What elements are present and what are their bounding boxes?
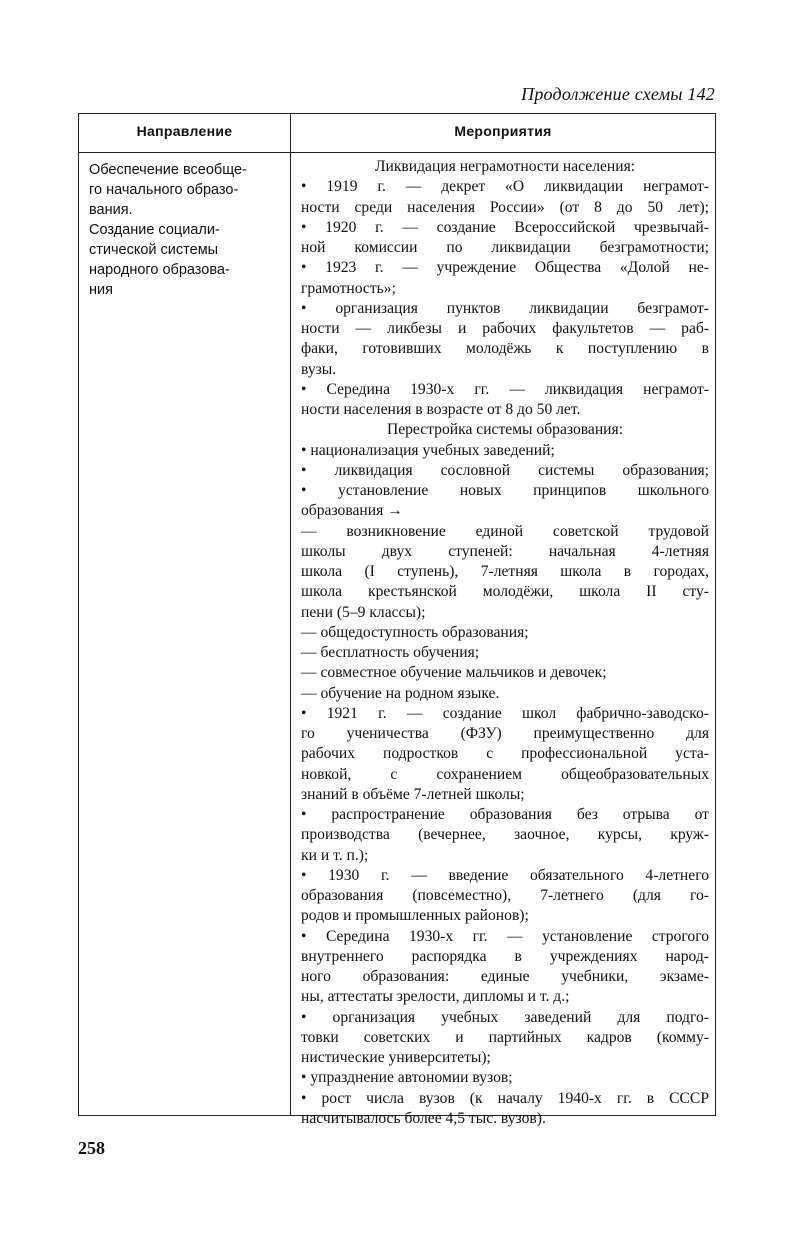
measures-line-38: • Середина 1930-х гг. — установление строгого (301, 927, 709, 945)
measures-line-24: — бесплатность обучения; (301, 644, 480, 661)
running-head: Продолжение схемы 142 (521, 84, 715, 104)
measures-line-29: рабочих подростков с профессиональной уста- (301, 745, 709, 763)
header-direction: Направление (136, 123, 233, 139)
measures-line-16: • установление новых принципов школьного (301, 482, 709, 499)
page-number: 258 (78, 1138, 105, 1158)
column-divider (290, 114, 291, 1115)
measures-line-12: ности населения в возрасте от 8 до 50 лет. (301, 401, 581, 418)
measures-line-39: внутреннего распорядка в учреждениях народ- (301, 947, 709, 965)
measures-line-21: школа крестьянской молодёжи, школа II сту- (301, 583, 709, 601)
measures-line-46: • рост числа вузов (к началу 1940-х гг. в СССР (301, 1089, 709, 1107)
header-divider (79, 152, 715, 153)
measures-line-15: • ликвидация сословной системы образования; (301, 461, 709, 479)
measures-line-41: ны, аттестаты зрелости, дипломы и т. д.; (301, 988, 570, 1006)
measures-line-6: грамотность»; (301, 279, 396, 297)
direction-cell (89, 160, 283, 300)
measures-line-9: факи, готовивших молодёжь к поступлению в (301, 340, 709, 358)
direction-line: Обеспечение всеобще- (89, 162, 247, 178)
measures-line-23: — общедоступность образования; (301, 623, 529, 641)
measures-line-3: • 1920 г. — создание Всероссийской чрезвычай- (301, 218, 709, 236)
measures-line-31: знаний в объёме 7-летней школы; (301, 785, 525, 803)
measures-line-20: школа (I ступень), 7-летняя школа в городах, (301, 563, 709, 580)
measures-line-14: • национализация учебных заведений; (301, 441, 555, 459)
measures-line-19: школы двух ступеней: начальная 4-летняя (301, 542, 709, 560)
measures-line-11: • Середина 1930-х гг. — ликвидация неграмот- (301, 380, 709, 398)
measures-line-26: — обучение на родном языке. (301, 684, 500, 702)
direction-line: ния (89, 282, 113, 298)
measures-cell (301, 157, 709, 1129)
direction-line: народного образова- (89, 262, 230, 278)
measures-line-18: — возникновение единой советской трудовой (301, 522, 709, 540)
direction-line: го начального образо- (89, 182, 239, 198)
measures-line-17: образования → (301, 502, 403, 520)
measures-line-47: насчитывалось более 4,5 тыс. вузов). (301, 1109, 546, 1127)
measures-line-44: нистические университеты); (301, 1049, 491, 1066)
measures-line-32: • распространение образования без отрыва от (301, 806, 709, 823)
measures-line-42: • организация учебных заведений для подго- (301, 1008, 709, 1026)
measures-line-10: вузы. (301, 360, 337, 378)
measures-line-25: — совместное обучение мальчиков и девочек; (301, 664, 607, 682)
measures-line-28: го ученичества (ФЗУ) преимущественно для (301, 725, 709, 742)
header-measures: Мероприятия (454, 123, 552, 139)
measures-line-8: ности — ликбезы и рабочих факультетов — раб- (301, 320, 709, 337)
measures-line-30: новкой, с сохранением общеобразовательных (301, 765, 709, 783)
measures-line-2: ности среди населения России» (от 8 до 50 лет); (301, 198, 709, 216)
measures-line-13: Перестройка системы образования: (386, 421, 624, 439)
scheme-table (78, 113, 716, 1127)
measures-line-27: • 1921 г. — создание школ фабрично-заводско- (301, 704, 709, 722)
measures-line-40: ного образования: единые учебники, экзаме- (301, 968, 709, 985)
measures-line-0: Ликвидация неграмотности населения: (374, 158, 636, 175)
measures-line-45: • упразднение автономии вузов; (301, 1069, 513, 1087)
direction-line: Создание социали- (89, 222, 220, 238)
measures-line-1: • 1919 г. — декрет «О ликвидации неграмот- (301, 178, 709, 196)
measures-line-34: ки и т. п.); (301, 846, 369, 864)
measures-line-7: • организация пунктов ликвидации безграмот- (301, 299, 709, 317)
measures-line-36: образования (повсеместно), 7-летнего (для го- (301, 887, 709, 904)
measures-line-33: производства (вечернее, заочное, курсы, круж- (301, 826, 709, 844)
measures-line-43: товки советских и партийных кадров (комму- (301, 1028, 709, 1046)
direction-line: вания. (89, 202, 133, 218)
direction-line: стической системы (89, 242, 219, 258)
measures-line-22: пени (5–9 классы); (301, 603, 426, 621)
measures-line-5: • 1923 г. — учреждение Общества «Долой не- (301, 259, 709, 277)
measures-line-35: • 1930 г. — введение обязательного 4-летнего (301, 866, 709, 884)
measures-line-4: ной комиссии по ликвидации безграмотности; (301, 239, 709, 256)
measures-line-37: родов и промышленных районов); (301, 907, 529, 925)
